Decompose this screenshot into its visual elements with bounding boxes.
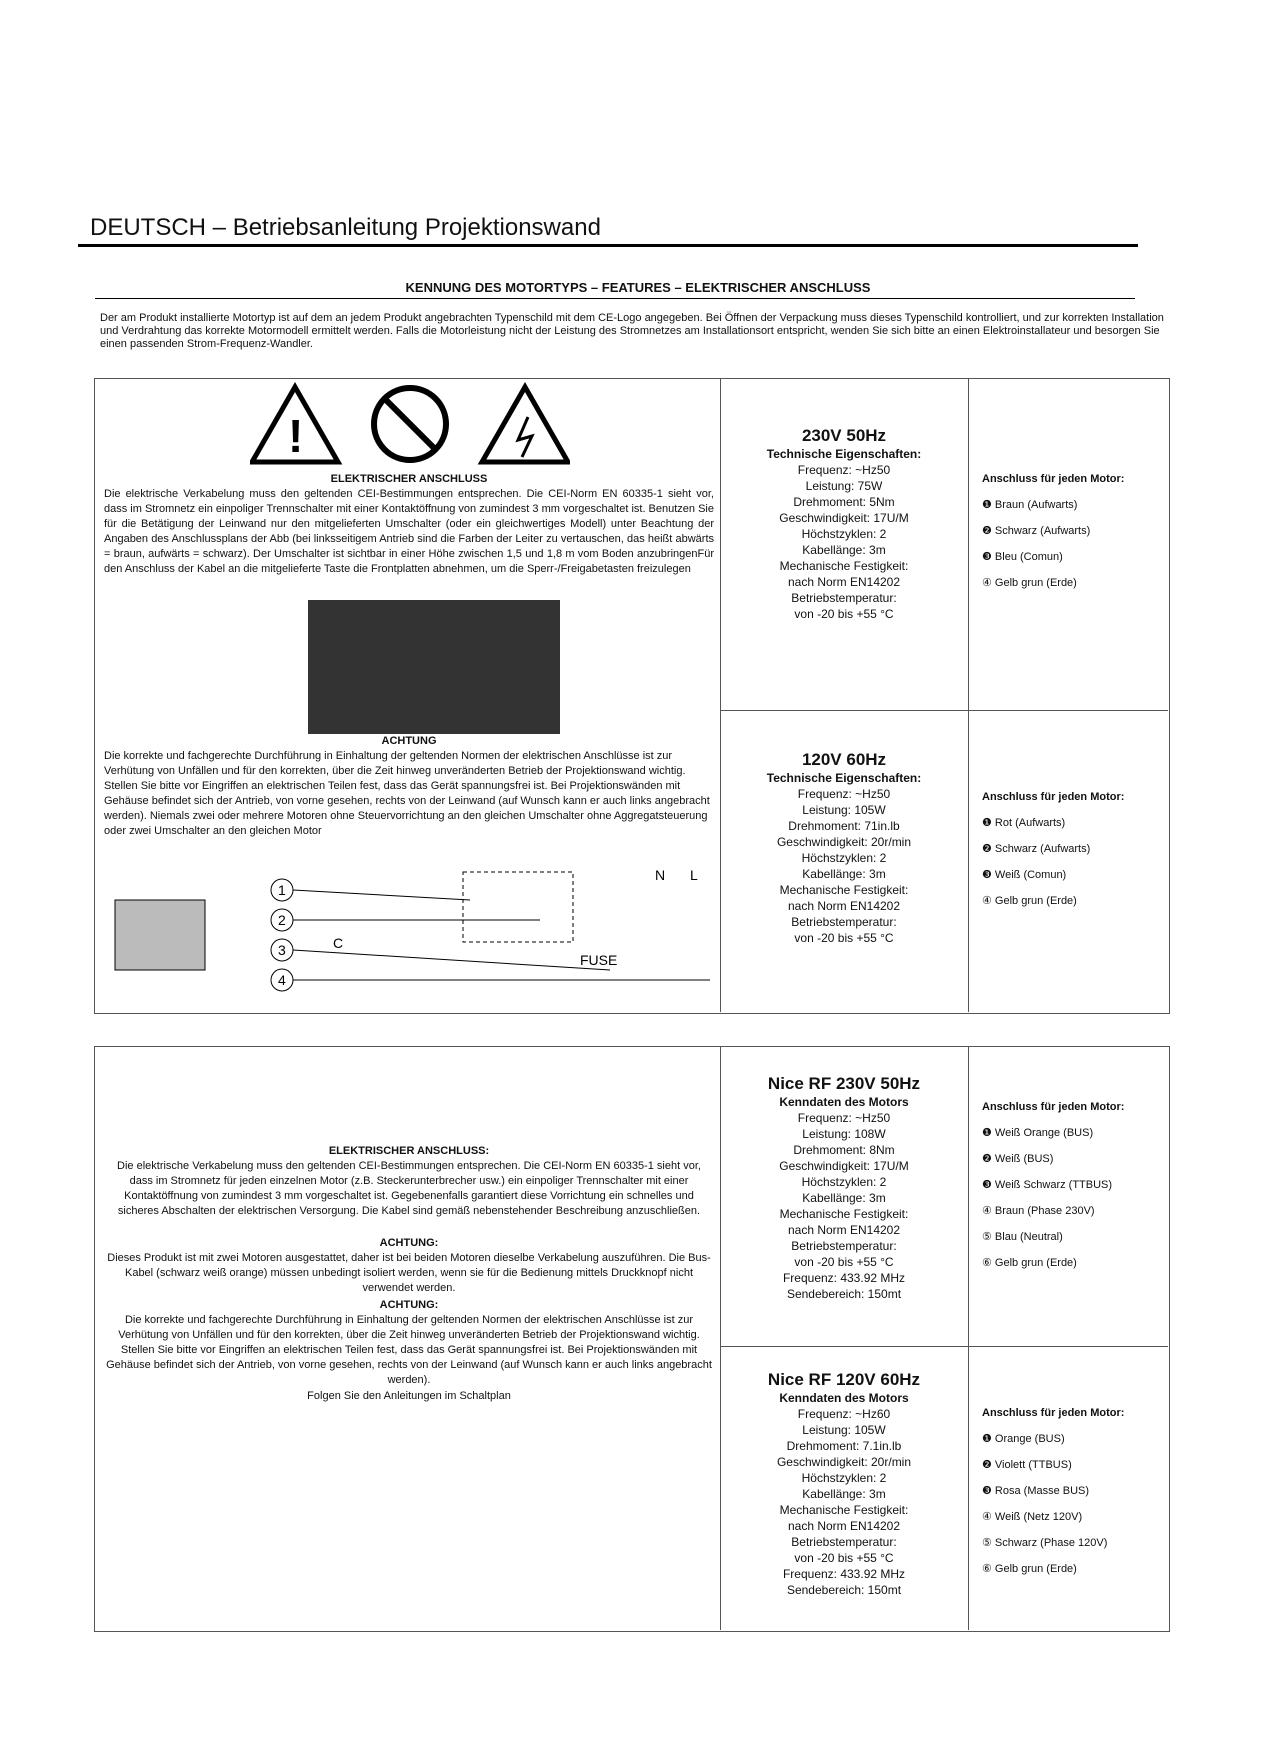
- spec-line: Geschwindigkeit: 20r/min: [776, 1455, 912, 1469]
- wire-item: ⑥ Gelb grun (Erde): [982, 1257, 1077, 1269]
- svg-text:3: 3: [278, 942, 286, 958]
- switch-photo: [308, 600, 560, 734]
- panel-divider: [720, 710, 1168, 711]
- spec-line: Betriebstemperatur:: [791, 591, 897, 605]
- spec-line: nach Norm EN14202: [787, 1519, 901, 1533]
- spec-line: nach Norm EN14202: [787, 1223, 901, 1237]
- title-rule: [78, 244, 1138, 247]
- panel-divider: [968, 1046, 969, 1630]
- svg-text:L: L: [690, 867, 698, 883]
- box2-text: Die elektrische Verkabelung muss den geltenden CEI-Bestimmungen entsprechen. Die CEI-Norm EN 60335-1 sieht vor, dass im Stromnetz für jeden einzelnen Motor (z.B. Steckerunterbrecher usw.) ein einpoliger Trennschalter mit einer Kontaktöffnung von zumindest 3 mm vorgeschaltet ist. Gegebenenfalls garantiert diese Vorrichtung ein schnelles und sicheres Abschalten der elektrischen Versorgung. Die Kabel sind gemäß nebenstehender Beschreibung anzuschließen.: [117, 1160, 701, 1217]
- spec-line: von -20 bis +55 °C: [794, 931, 894, 945]
- wire-item: ❶ Rot (Aufwarts): [982, 817, 1066, 829]
- spec-line: Mechanische Festigkeit:: [779, 1207, 909, 1221]
- motor-wiring-nice-120v: Anschluss für jeden Motor: ❶ Orange (BUS) ❷ Violett (TTBUS) ❸ Rosa (Masse BUS) ④ Weiß (Netz 120V) ⑤ Schwarz (Phase 120V) ⑥ Gelb grun (Erde): [982, 1404, 1162, 1578]
- wire-item: ❷ Schwarz (Aufwarts): [982, 525, 1091, 537]
- section-rule: [95, 298, 1135, 299]
- spec-line: Kabellänge: 3m: [802, 543, 886, 557]
- wire-item: ⑤ Blau (Neutral): [982, 1231, 1063, 1243]
- spec-line: Leistung: 105W: [802, 1423, 886, 1437]
- spec-line: Geschwindigkeit: 20r/min: [776, 835, 912, 849]
- spec-line: Frequenz: ~Hz50: [797, 787, 891, 801]
- panel-divider: [968, 378, 969, 1012]
- spec-230v: 230V 50Hz Technische Eigenschaften: Frequenz: ~Hz50 Leistung: 75W Drehmoment: 5Nm Geschwindigkeit: 17U/M Höchstzyklen: 2 Kabellänge: 3m Mechanische Festigkeit: nach Norm EN14202 Betriebstemperatur: von -20 bis +55 °C: [722, 428, 966, 622]
- wire-item: ❶ Weiß Orange (BUS): [982, 1127, 1094, 1139]
- spec-line: Höchstzyklen: 2: [801, 527, 887, 541]
- motor-wiring-nice-230v: Anschluss für jeden Motor: ❶ Weiß Orange (BUS) ❷ Weiß (BUS) ❸ Weiß Schwarz (TTBUS) ④ Braun (Phase 230V) ⑤ Blau (Neutral) ⑥ Gelb grun (Erde): [982, 1098, 1162, 1272]
- panel-divider: [720, 1346, 1168, 1347]
- wire-item: ⑤ Schwarz (Phase 120V): [982, 1537, 1108, 1549]
- wire-item: ④ Gelb grun (Erde): [982, 577, 1077, 589]
- spec-line: Höchstzyklen: 2: [801, 1471, 887, 1485]
- spec-line: Mechanische Festigkeit:: [779, 883, 909, 897]
- spec-line: Drehmoment: 5Nm: [793, 495, 895, 509]
- svg-text:FUSE: FUSE: [580, 952, 618, 968]
- svg-text:4: 4: [278, 972, 286, 988]
- wire-item: ❸ Bleu (Comun): [982, 551, 1063, 563]
- spec-line: Mechanische Festigkeit:: [779, 1503, 909, 1517]
- follow-instructions: Folgen Sie den Anleitungen im Schaltplan: [307, 1390, 511, 1402]
- spec-line: von -20 bis +55 °C: [794, 1551, 894, 1565]
- wire-item: ❶ Orange (BUS): [982, 1433, 1065, 1445]
- spec-line: Drehmoment: 7.1in.lb: [786, 1439, 902, 1453]
- box2-heading: ELEKTRISCHER ANSCHLUSS:: [328, 1145, 490, 1157]
- spec-line: Sendebereich: 150mt: [786, 1583, 902, 1597]
- spec-line: von -20 bis +55 °C: [794, 607, 894, 621]
- spec-line: von -20 bis +55 °C: [794, 1255, 894, 1269]
- panel-divider: [720, 378, 721, 1012]
- spec-line: Kabellänge: 3m: [802, 867, 886, 881]
- spec-nice-230v: Nice RF 230V 50Hz Kenndaten des Motors Frequenz: ~Hz50 Leistung: 108W Drehmoment: 8Nm Geschwindigkeit: 17U/M Höchstzyklen: 2 Kabellänge: 3m Mechanische Festigkeit: nach Norm EN14202 Betriebstemperatur: von -20 bis +55 °C Frequenz: 433.92 MHz Sendebereich: 150mt: [722, 1076, 966, 1302]
- wire-item: ④ Weiß (Netz 120V): [982, 1511, 1083, 1523]
- svg-text:1: 1: [278, 882, 286, 898]
- page-title: DEUTSCH – Betriebsanleitung Projektionswand: [90, 214, 601, 241]
- wire-item: ④ Gelb grun (Erde): [982, 895, 1077, 907]
- spec-line: Frequenz: 433.92 MHz: [782, 1567, 906, 1581]
- motor-wiring-230v: Anschluss für jeden Motor: ❶ Braun (Aufwarts) ❷ Schwarz (Aufwarts) ❸ Bleu (Comun) ④ Gelb grun (Erde): [982, 470, 1162, 592]
- spec-line: Drehmoment: 71in.lb: [788, 819, 900, 833]
- achtung-heading: ACHTUNG: [381, 735, 437, 747]
- wire-item: ❸ Weiß Schwarz (TTBUS): [982, 1179, 1113, 1191]
- spec-line: Kabellänge: 3m: [802, 1191, 886, 1205]
- svg-text:N: N: [655, 867, 666, 883]
- box1-heading: ELEKTRISCHER ANSCHLUSS: [330, 473, 488, 485]
- wire-item: ❶ Braun (Aufwarts): [982, 499, 1078, 511]
- box1-text: Die elektrische Verkabelung muss den geltenden CEI-Bestimmungen entsprechen. Die CEI-Norm EN 60335-1 sieht vor, dass im Stromnetz ein einpoliger Trennschalter mit einer Kontaktöffnung von zumindest 3 mm vorgeschaltet ist. Benutzen Sie für die Betätigung der Leinwand nur den mitgelieferten Umschalter (oder ein gleichwertiges Modell) unter Beachtung der Angaben des Anschlussplans der Abb (bei linksseitigem Antrieb sind die Farben der Leiter zu vertauschen, das heißt abwärts = braun, aufwärts = schwarz). Der Umschalter ist sichtbar in einer Höhe zwischen 1,5 und 1,8 m vom Boden anzubringenFür den Anschluss der Kabel an die mitgelieferte Taste die Frontplatten abnehmen, um die Sperr-/Freigabetasten freizulegen: [104, 488, 714, 575]
- wire-item: ❷ Violett (TTBUS): [982, 1459, 1072, 1471]
- box1-warning-text: Die korrekte und fachgerechte Durchführung in Einhaltung der geltenden Normen der elektrischen Anschlüsse ist zur Verhütung von Unfällen und für den korrekten, über die Zeit hinweg unveränderten Betrieb der Projektionswand wichtig. Stellen Sie bitte vor Eingriffen an elektrischen Teilen fest, dass das Gerät spannungsfrei ist. Bei Projektionswänden mit Gehäuse befindet sich der Antrieb, von vorne gesehen, rechts von der Leinwand (auf Wunsch kann er auch links angebracht werden). Niemals zwei oder mehrere Motoren ohne Steuervorrichtung an den gleichen Umschalter ohne Aggregatsteuerung oder zwei Umschalter an den gleichen Motor: [104, 750, 710, 837]
- wire-item: ❸ Weiß (Comun): [982, 869, 1067, 881]
- spec-line: Sendebereich: 150mt: [786, 1287, 902, 1301]
- achtung-heading: ACHTUNG:: [379, 1237, 439, 1249]
- wire-item: ❷ Weiß (BUS): [982, 1153, 1054, 1165]
- spec-line: nach Norm EN14202: [787, 575, 901, 589]
- spec-line: Betriebstemperatur:: [791, 1239, 897, 1253]
- spec-line: Geschwindigkeit: 17U/M: [779, 1159, 909, 1173]
- spec-line: Höchstzyklen: 2: [801, 851, 887, 865]
- spec-line: Leistung: 75W: [805, 479, 883, 493]
- spec-line: Frequenz: 433.92 MHz: [782, 1271, 906, 1285]
- wiring-diagram: [110, 860, 720, 1010]
- svg-text:2: 2: [278, 912, 286, 928]
- spec-nice-120v: Nice RF 120V 60Hz Kenndaten des Motors Frequenz: ~Hz60 Leistung: 105W Drehmoment: 7.1in.lb Geschwindigkeit: 20r/min Höchstzyklen: 2 Kabellänge: 3m Mechanische Festigkeit: nach Norm EN14202 Betriebstemperatur: von -20 bis +55 °C Frequenz: 433.92 MHz Sendebereich: 150mt: [722, 1372, 966, 1598]
- box2-warning-text: Die korrekte und fachgerechte Durchführung in Einhaltung der geltenden Normen der elektrischen Anschlüsse ist zur Verhütung von Unfällen und für den korrekten, über die Zeit hinweg unveränderten Betrieb der Projektionswand wichtig. Stellen Sie bitte vor Eingriffen an elektrischen Teilen fest, dass das Gerät spannungsfrei ist. Bei Projektionswänden mit Gehäuse befindet sich der Antrieb, von vorne gesehen, rechts von der Leinwand (auf Wunsch kann er auch links angebracht werden).: [106, 1314, 712, 1386]
- spec-line: Frequenz: ~Hz50: [797, 1111, 891, 1125]
- section-title: KENNUNG DES MOTORTYPS – FEATURES – ELEKTRISCHER ANSCHLUSS: [405, 280, 871, 295]
- wire-item: ④ Braun (Phase 230V): [982, 1205, 1095, 1217]
- spec-line: Betriebstemperatur:: [791, 915, 897, 929]
- spec-line: Leistung: 108W: [802, 1127, 886, 1141]
- spec-line: Frequenz: ~Hz50: [797, 463, 891, 477]
- wire-item: ❷ Schwarz (Aufwarts): [982, 843, 1091, 855]
- box2-bus-text: Dieses Produkt ist mit zwei Motoren ausgestattet, daher ist bei beiden Motoren dieselbe Verkabelung auszuführen. Die Bus-Kabel (schwarz weiß orange) müssen unbedingt isoliert werden, wenn sie für die Bedienung mittels Druckknopf nicht verwendet werden.: [107, 1252, 711, 1294]
- spec-line: Leistung: 105W: [802, 803, 886, 817]
- spec-line: Frequenz: ~Hz60: [797, 1407, 891, 1421]
- wire-item: ⑥ Gelb grun (Erde): [982, 1563, 1077, 1575]
- intro-text: Der am Produkt installierte Motortyp ist auf dem an jedem Produkt angebrachten Typenschild mit dem CE-Logo angegeben. Bei Öffnen der Verpackung muss dieses Typenschild kontrolliert, und zur korrekten Installation und Verdrahtung das korrekte Motormodell ermittelt werden. Falls die Motorleistung nicht der Leistung des Stromnetzes am Installationsort entspricht, wenden Sie sich bitte an einen Elektroinstallateur und besorgen Sie einen passenden Strom-Frequenz-Wandler.: [100, 312, 1164, 350]
- achtung-heading: ACHTUNG:: [379, 1299, 439, 1311]
- spec-line: Betriebstemperatur:: [791, 1535, 897, 1549]
- panel-divider: [720, 1046, 721, 1630]
- spec-120v: 120V 60Hz Technische Eigenschaften: Frequenz: ~Hz50 Leistung: 105W Drehmoment: 71in.lb Geschwindigkeit: 20r/min Höchstzyklen: 2 Kabellänge: 3m Mechanische Festigkeit: nach Norm EN14202 Betriebstemperatur: von -20 bis +55 °C: [722, 752, 966, 946]
- spec-line: nach Norm EN14202: [787, 899, 901, 913]
- spec-line: Höchstzyklen: 2: [801, 1175, 887, 1189]
- wire-item: ❸ Rosa (Masse BUS): [982, 1485, 1090, 1497]
- spec-line: Mechanische Festigkeit:: [779, 559, 909, 573]
- motor-wiring-120v: Anschluss für jeden Motor: ❶ Rot (Aufwarts) ❷ Schwarz (Aufwarts) ❸ Weiß (Comun) ④ Gelb grun (Erde): [982, 788, 1162, 910]
- warning-icons: [250, 382, 570, 467]
- spec-line: Kabellänge: 3m: [802, 1487, 886, 1501]
- spec-line: Drehmoment: 8Nm: [793, 1143, 895, 1157]
- svg-text:!: !: [288, 410, 304, 462]
- spec-line: Geschwindigkeit: 17U/M: [779, 511, 909, 525]
- svg-text:C: C: [333, 935, 344, 951]
